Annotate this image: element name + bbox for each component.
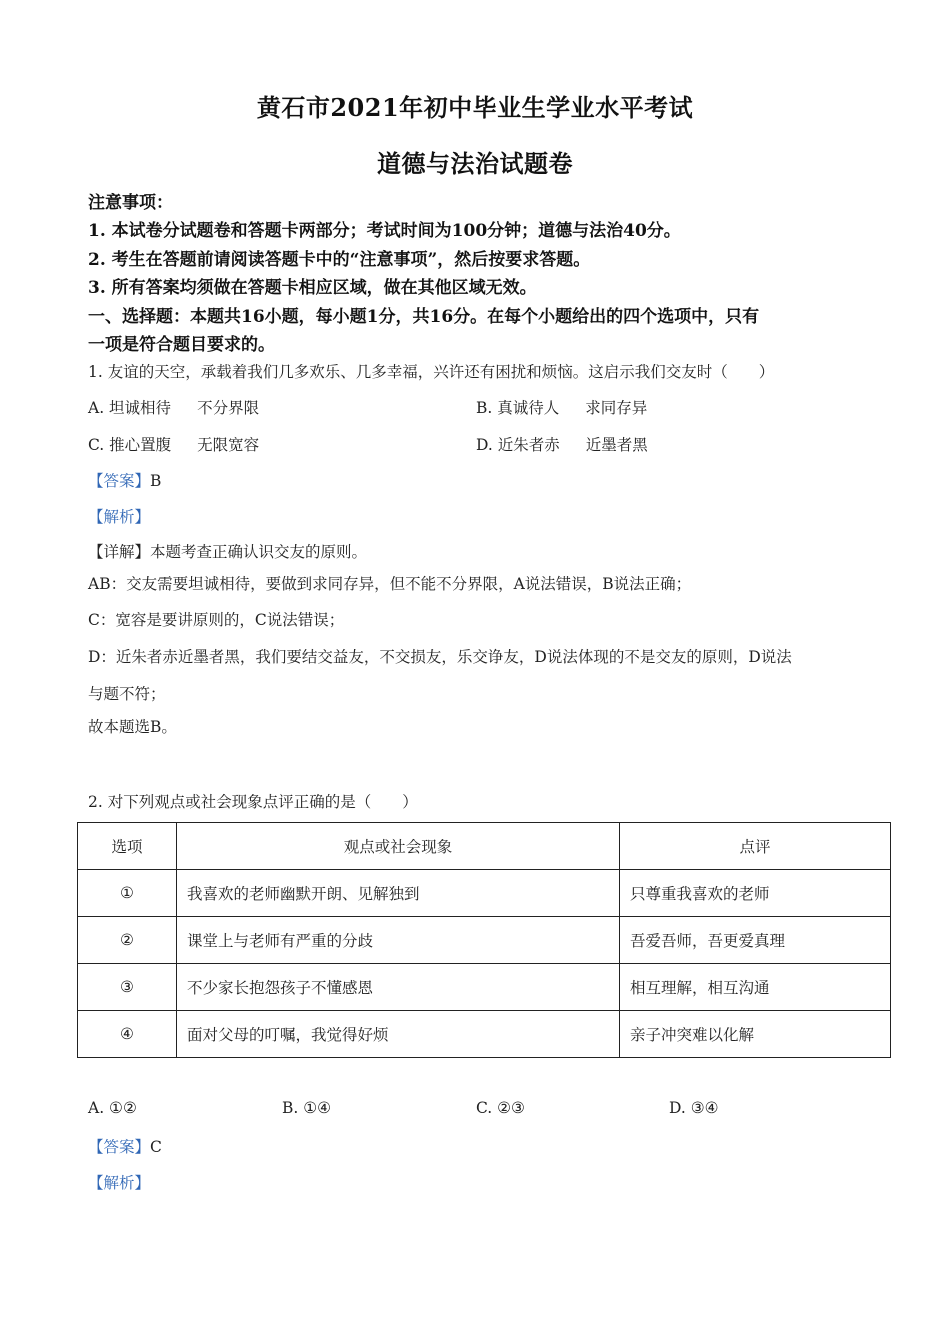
- q2-option-d: D. ③④: [669, 1099, 719, 1117]
- q1-option-a: A. 坦诚相待 不分界限: [88, 399, 260, 417]
- q2-analysis-tag: 【解析】: [88, 1174, 151, 1192]
- q2-stem: 2. 对下列观点或社会现象点评正确的是（ ）: [88, 793, 418, 811]
- q1-option-b: B. 真诚待人 求同存异: [476, 399, 648, 417]
- section1-heading-line2: 一项是符合题目要求的。: [88, 335, 275, 355]
- table-cell: 我喜欢的老师幽默开朗、见解独到: [177, 870, 620, 917]
- q1-stem: 1. 友谊的天空，承载着我们几多欢乐、几多幸福，兴许还有困扰和烦恼。这启示我们交友时（ ）: [88, 363, 775, 381]
- table-cell: 只尊重我喜欢的老师: [620, 870, 891, 917]
- table-cell: ③: [78, 964, 177, 1011]
- table-header-cell: 点评: [620, 823, 891, 870]
- q2-answer: [88, 1135, 162, 1157]
- table-cell: 课堂上与老师有严重的分歧: [177, 917, 620, 964]
- notice-item-2: 2. 考生在答题前请阅读答题卡中的“注意事项”，然后按要求答题。: [88, 250, 591, 270]
- table-row: [78, 964, 891, 1011]
- section1-heading-line1: 一、选择题：本题共16小题，每小题1分，共16分。在每个小题给出的四个选项中，只有: [88, 307, 760, 327]
- q1-detail-line-1: 【详解】本题考查正确认识交友的原则。: [88, 543, 368, 561]
- table-row: [78, 917, 891, 964]
- table-cell: ①: [78, 870, 177, 917]
- q2-answer-value: C: [150, 1138, 162, 1156]
- notice-heading: 注意事项：: [88, 193, 173, 213]
- q1-option-c: C. 推心置腹 无限宽容: [88, 436, 260, 454]
- table-header-row: [78, 823, 891, 870]
- q1-detail-line-6: 故本题选B。: [88, 718, 177, 736]
- table-cell: 吾爱吾师，吾更爱真理: [620, 917, 891, 964]
- notice-item-3: 3. 所有答案均须做在答题卡相应区域，做在其他区域无效。: [88, 278, 537, 298]
- table-cell: ④: [78, 1011, 177, 1058]
- q1-detail-line-5: 与题不符；: [88, 685, 166, 703]
- table-cell: 相互理解，相互沟通: [620, 964, 891, 1011]
- exam-title: 黄石市2021年初中毕业生学业水平考试: [256, 93, 694, 122]
- table-header-cell: 选项: [78, 823, 177, 870]
- q2-option-c: C. ②③: [476, 1099, 525, 1117]
- exam-subtitle: 道德与法治试题卷: [377, 149, 573, 178]
- table-header-cell: 观点或社会现象: [177, 823, 620, 870]
- table-cell: 亲子冲突难以化解: [620, 1011, 891, 1058]
- q1-option-d: D. 近朱者赤 近墨者黑: [476, 436, 648, 454]
- q1-answer: [88, 469, 161, 491]
- table-row: [78, 870, 891, 917]
- q2-answer-tag: 【答案】: [88, 1138, 151, 1156]
- q1-detail-line-4: D：近朱者赤近墨者黑，我们要结交益友，不交损友，乐交诤友，D说法体现的不是交友的原则，D说法: [88, 648, 792, 666]
- q2-table: [77, 822, 891, 1058]
- q1-detail-line-3: C：宽容是要讲原则的，C说法错误；: [88, 611, 345, 629]
- q1-detail-line-2: AB：交友需要坦诚相待，要做到求同存异，但不能不分界限，A说法错误，B说法正确；: [88, 575, 692, 593]
- q2-option-b: B. ①④: [282, 1099, 332, 1117]
- q1-answer-tag: 【答案】: [88, 472, 151, 490]
- table-cell: ②: [78, 917, 177, 964]
- q1-answer-value: B: [150, 472, 162, 490]
- table-row: [78, 1011, 891, 1058]
- q1-analysis-tag: 【解析】: [88, 508, 151, 526]
- table-cell: 不少家长抱怨孩子不懂感恩: [177, 964, 620, 1011]
- notice-item-1: 1. 本试卷分试题卷和答题卡两部分；考试时间为100分钟；道德与法治40分。: [88, 221, 681, 241]
- table-cell: 面对父母的叮嘱，我觉得好烦: [177, 1011, 620, 1058]
- q2-option-a: A. ①②: [88, 1099, 137, 1117]
